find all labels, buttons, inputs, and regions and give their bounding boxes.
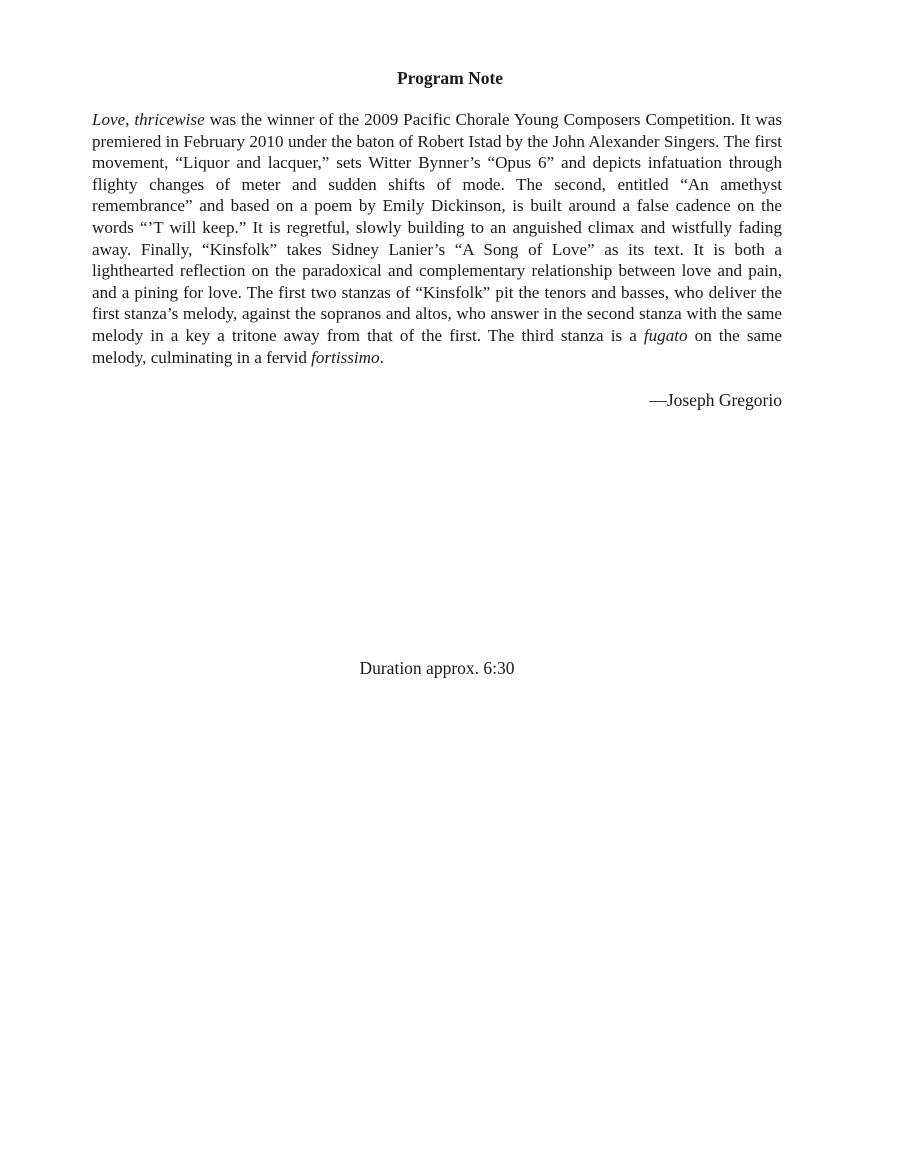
term-fugato: fugato <box>643 325 688 345</box>
author-signature: —Joseph Gregorio <box>649 390 782 410</box>
duration-note: Duration approx. 6:30 <box>359 658 515 678</box>
paragraph-text-3: . <box>379 347 384 367</box>
work-title: Love, thricewise <box>92 110 205 129</box>
page-title: Program Note <box>396 68 504 88</box>
paragraph-text-1: was the winner of the 2009 Pacific Chorale Young Composers Competition. It was premiered in February 2010 under the baton of Robert Istad by the John Alexander Singers. The first movement, “Liquor and lacquer,” sets Witter Bynner’s “Opus 6” and depicts infatuation through flighty changes of meter and sudden shifts of mode. The second, entitled “An amethyst remembrance” and based on a poem by Emily Dickinson, is built around a false cadence on the words “’T will keep.” It is regretful, slowly building to an anguished climax and wistfully fading away. Finally, “Kinsfolk” takes Sidney Lanier’s “A Song of Love” as its text. It is both a lighthearted reflection on the paradoxical and complementary relationship between love and pain, and a pining for love. The first two stanzas of “Kinsfolk” pit the tenors and basses, who deliver the first stanza’s melody, against the sopranos and altos, who answer in the second stanza with the same melody in a key a tritone away from that of the first. The third stanza is a <box>92 110 782 345</box>
program-note-paragraph <box>92 109 782 368</box>
paragraph-text-2: on the same melody, culminating in a fervid <box>92 325 782 367</box>
term-fortissimo: fortissimo <box>311 347 380 367</box>
